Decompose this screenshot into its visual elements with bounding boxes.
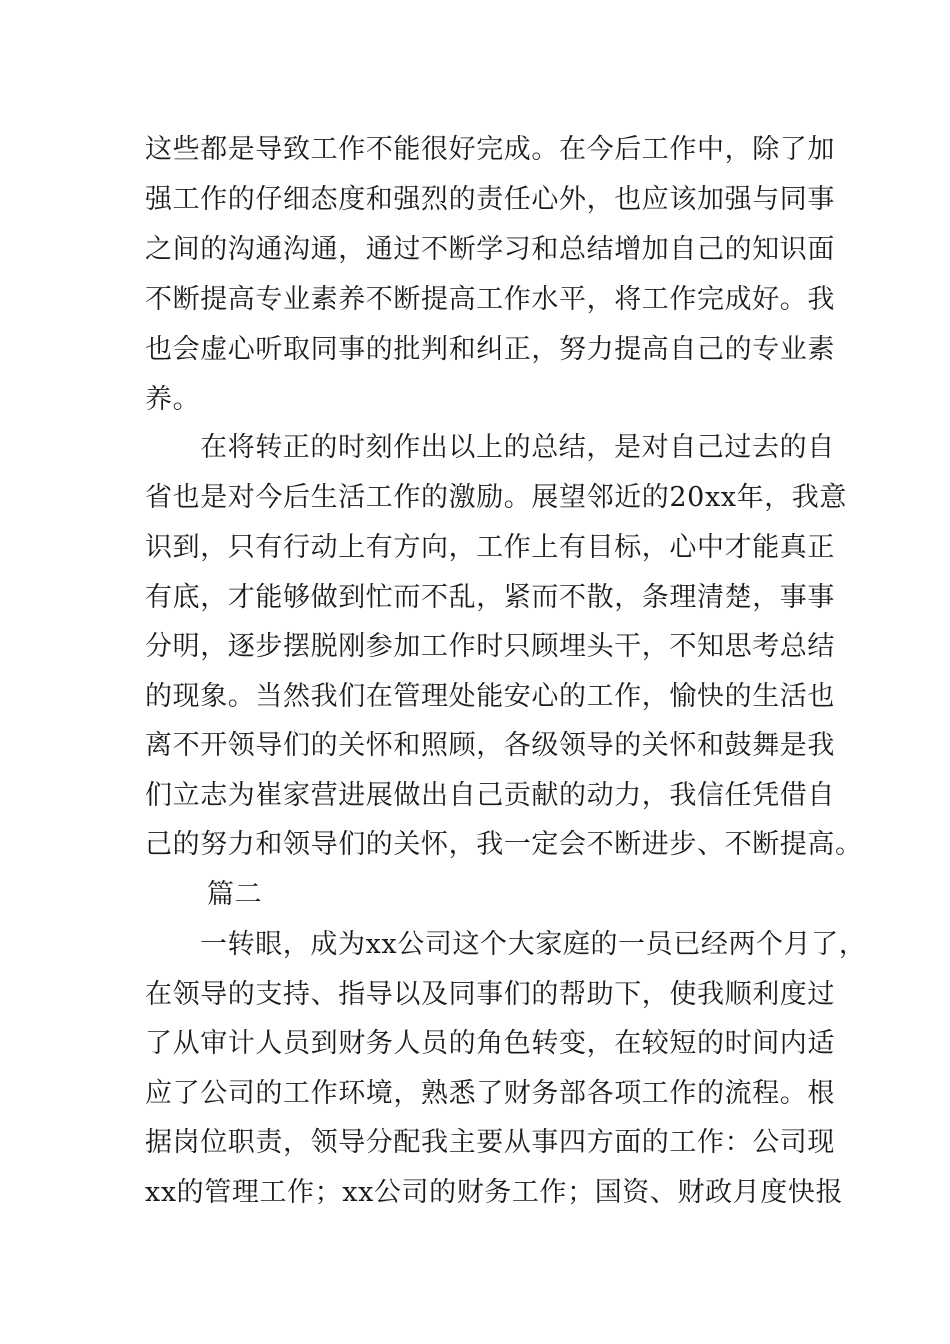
text-line: 离不开领导们的关怀和照顾，各级领导的关怀和鼓舞是我 (145, 730, 835, 761)
text-line: 们立志为崔家营进展做出自己贡献的动力，我信任凭借自 (145, 780, 835, 811)
text-line: 不断提高专业素养不断提高工作水平，将工作完成好。我 (145, 284, 835, 315)
text-line: 分明，逐步摆脱刚参加工作时只顾埋头干，不知思考总结 (145, 631, 835, 662)
section-heading: 篇二 (207, 879, 263, 910)
text-line: 了从审计人员到财务人员的角色转变，在较短的时间内适 (145, 1028, 835, 1059)
text-line: 养。 (145, 384, 201, 415)
text-line: 己的努力和领导们的关怀，我一定会不断进步、不断提高。 (145, 829, 863, 860)
text-line: xx的管理工作；xx公司的财务工作；国资、财政月度快报 (145, 1177, 844, 1208)
text-line: 这些都是导致工作不能很好完成。在今后工作中，除了加 (145, 134, 835, 165)
text-line: 识到，只有行动上有方向，工作上有目标，心中才能真正 (145, 532, 835, 563)
text-line: 在领导的支持、指导以及同事们的帮助下，使我顺利度过 (145, 979, 835, 1010)
text-line: 的现象。当然我们在管理处能安心的工作，愉快的生活也 (145, 681, 835, 712)
text-line: 省也是对今后生活工作的激励。展望邻近的20xx年，我意 (145, 482, 848, 513)
paragraph-first-line: 一转眼，成为xx公司这个大家庭的一员已经两个月了， (200, 929, 867, 960)
text-line: 也会虚心听取同事的批判和纠正，努力提高自己的专业素 (145, 334, 835, 365)
text-line: 应了公司的工作环境，熟悉了财务部各项工作的流程。根 (145, 1078, 835, 1109)
text-line: 据岗位职责，领导分配我主要从事四方面的工作：公司现 (145, 1127, 835, 1158)
text-line: 强工作的仔细态度和强烈的责任心外，也应该加强与同事 (145, 184, 835, 215)
paragraph-first-line: 在将转正的时刻作出以上的总结，是对自己过去的自 (200, 432, 835, 463)
text-line: 有底，才能够做到忙而不乱，紧而不散，条理清楚，事事 (145, 582, 835, 613)
text-line: 之间的沟通沟通，通过不断学习和总结增加自己的知识面 (145, 234, 835, 265)
